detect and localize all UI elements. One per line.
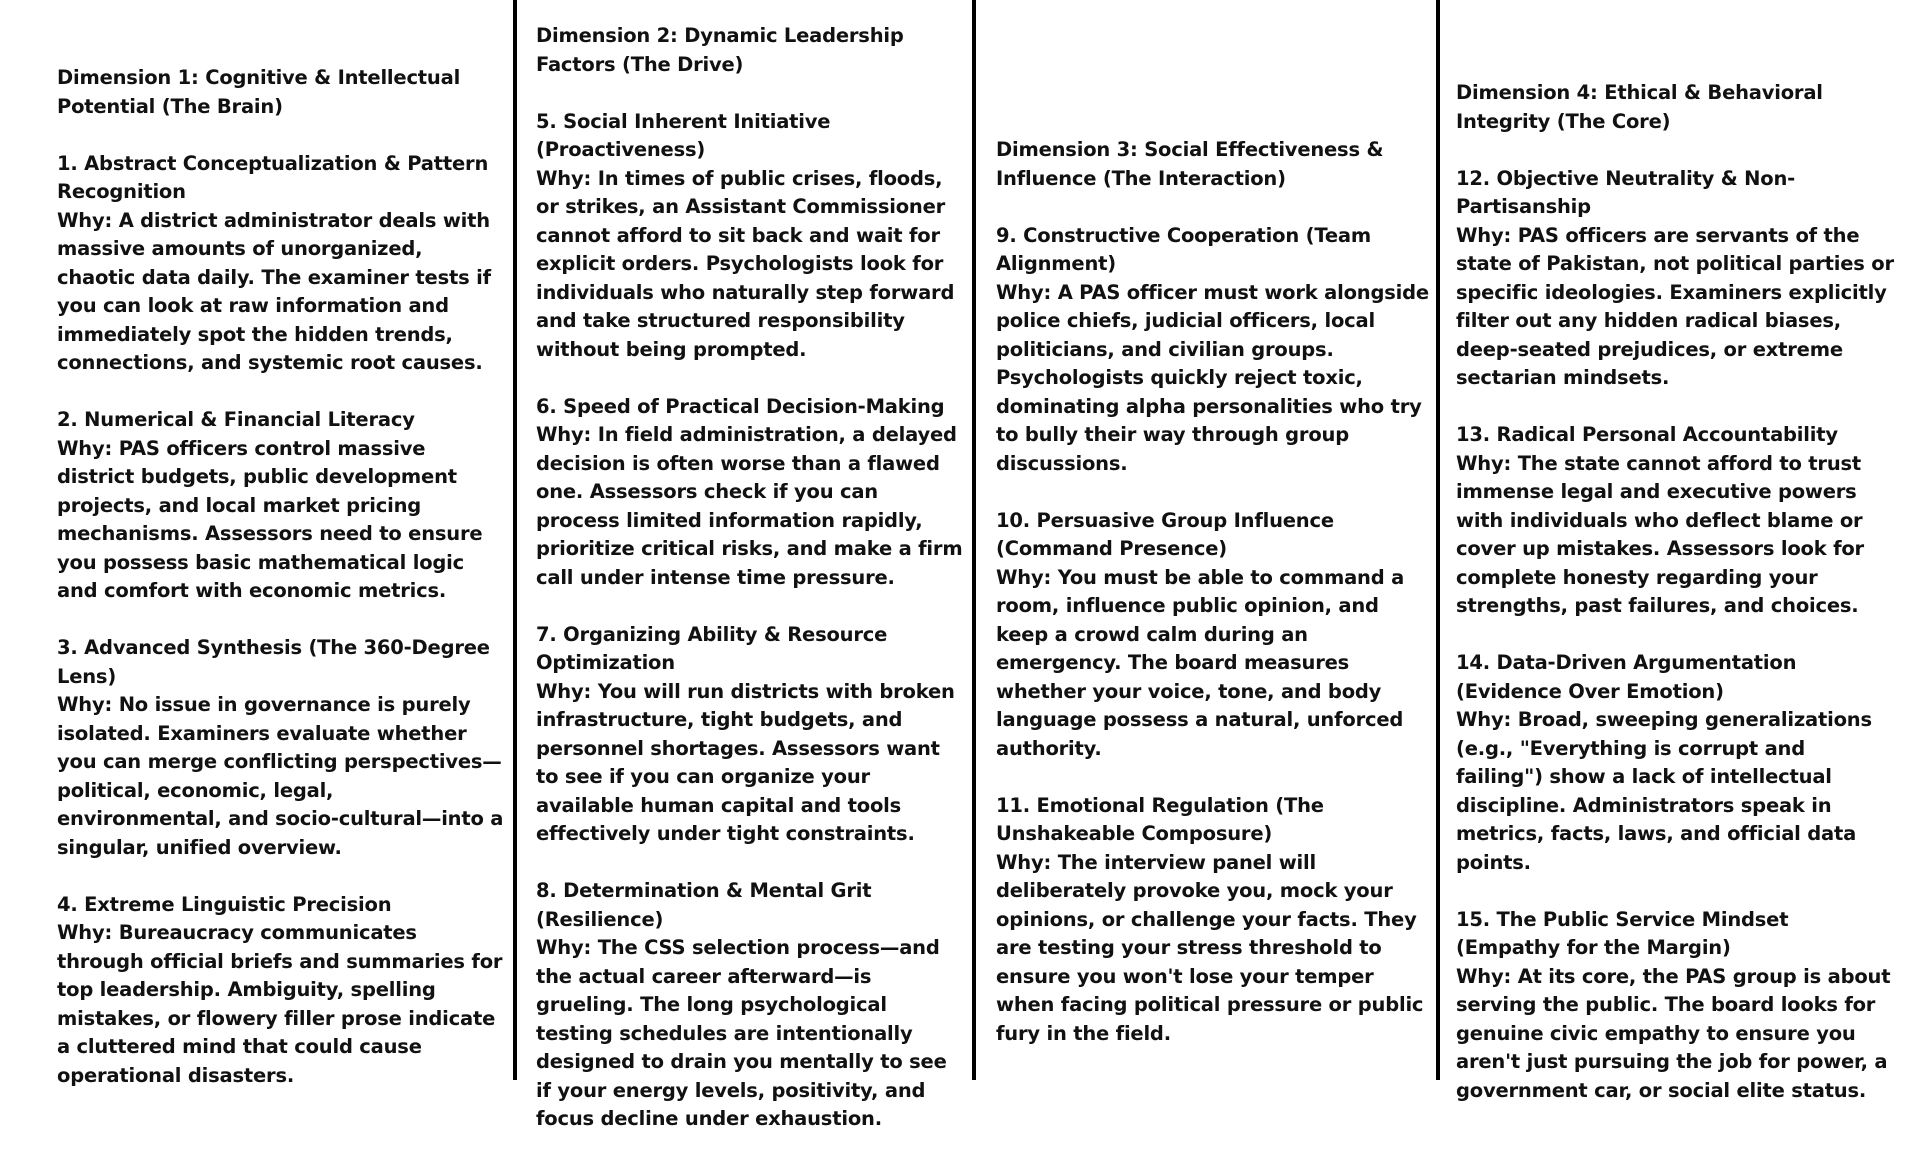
criterion-title: 3. Advanced Synthesis (The 360-Degree Lens) — [57, 636, 490, 688]
criterion-title: 14. Data-Driven Argumentation (Evidence Over Emotion) — [1456, 651, 1797, 703]
criterion-explanation: Why: A district administrator deals with massive amounts of unorganized, chaotic data daily. The examiner tests if you can look at raw information and immediately spot the hidden trends, connections, and systemic root causes. — [57, 208, 491, 374]
criterion-explanation: Why: PAS officers control massive district budgets, public development projects, and local market pricing mechanisms. Assessors need to ensure you possess basic mathematical logic and comfort with economic metrics. — [57, 436, 483, 602]
criterion-title: 8. Determination & Mental Grit (Resilience) — [536, 879, 872, 931]
criterion-explanation: Why: The state cannot afford to trust immense legal and executive powers with individuals who deflect blame or cover up mistakes. Assessors look for complete honesty regarding your strengths, past failures, and choices. — [1456, 451, 1864, 617]
criterion-title: 7. Organizing Ability & Resource Optimization — [536, 622, 888, 674]
column-divider — [513, 0, 517, 1080]
criterion-title: 15. The Public Service Mindset (Empathy for the Margin) — [1456, 907, 1789, 959]
criterion-item — [536, 108, 966, 365]
dimension-heading: Dimension 4: Ethical & Behavioral Integrity (The Core) — [1456, 81, 1823, 133]
criterion-explanation: Why: You will run districts with broken infrastructure, tight budgets, and personnel shortages. Assessors want to see if you can organize your available human capital and tools effectively under tight constraints. — [536, 679, 955, 845]
criterion-explanation: Why: The CSS selection process—and the actual career afterward—is grueling. The long psychological testing schedules are intentionally designed to drain you mentally to see if your energy levels, positivity, and focus decline under exhaustion. — [536, 936, 947, 1130]
criterion-item — [1456, 165, 1896, 393]
dimension-column-2 — [536, 22, 966, 1162]
criterion-explanation: Why: Bureaucracy communicates through official briefs and summaries for top leadership. Ambiguity, spelling mistakes, or flowery filler prose indicate a cluttered mind that could cause operational disasters. — [57, 921, 503, 1087]
criterion-explanation: Why: PAS officers are servants of the state of Pakistan, not political parties or specific ideologies. Examiners explicitly filter out any hidden radical biases, deep-seated prejudices, or extreme sectarian mindsets. — [1456, 223, 1894, 389]
criterion-item — [996, 222, 1430, 479]
criterion-item — [536, 393, 966, 593]
criterion-explanation: Why: The interview panel will deliberately provoke you, mock your opinions, or challenge your facts. They are testing your stress threshold to ensure you won't lose your temper when facing political pressure or public fury in the field. — [996, 850, 1424, 1045]
criterion-item — [1456, 906, 1896, 1106]
criterion-item — [996, 507, 1430, 764]
dimension-column-3 — [996, 136, 1430, 1077]
criterion-explanation: Why: Broad, sweeping generalizations (e.g., "Everything is corrupt and failing") show a lack of intellectual discipline. Administrators speak in metrics, facts, laws, and official data points. — [1456, 708, 1872, 874]
criterion-title: 9. Constructive Cooperation (Team Alignment) — [996, 223, 1371, 275]
criterion-title: 12. Objective Neutrality & Non-Partisanship — [1456, 166, 1796, 218]
criterion-title: 11. Emotional Regulation (The Unshakeable Composure) — [996, 793, 1324, 845]
criterion-item — [536, 621, 966, 849]
criterion-item — [57, 406, 504, 606]
criterion-explanation: Why: You must be able to command a room, influence public opinion, and keep a crowd calm during an emergency. The board measures whether your voice, tone, and body language possess a natural, unforced authority. — [996, 565, 1405, 760]
dimension-heading: Dimension 2: Dynamic Leadership Factors (The Drive) — [536, 24, 904, 76]
dimension-heading: Dimension 3: Social Effectiveness & Influence (The Interaction) — [996, 138, 1384, 190]
criterion-item — [536, 877, 966, 1134]
criterion-explanation: Why: A PAS officer must work alongside police chiefs, judicial officers, local politicians, and civilian groups. Psychologists quickly reject toxic, dominating alpha personalities who try to bully their way through group discussions. — [996, 280, 1429, 475]
criterion-title: 1. Abstract Conceptualization & Pattern Recognition — [57, 151, 489, 203]
criterion-title: 2. Numerical & Financial Literacy — [57, 408, 415, 431]
criterion-title: 4. Extreme Linguistic Precision — [57, 892, 392, 916]
criterion-item — [1456, 421, 1896, 621]
criterion-item — [57, 634, 504, 862]
criterion-item — [1456, 649, 1896, 877]
criterion-item — [57, 891, 504, 1091]
dimension-column-4 — [1456, 79, 1896, 1134]
criterion-title: 5. Social Inherent Initiative (Proactiveness) — [536, 109, 831, 161]
criterion-explanation: Why: In field administration, a delayed decision is often worse than a flawed one. Assessors check if you can process limited information rapidly, prioritize critical risks, and make a firm call under intense time pressure. — [536, 423, 963, 589]
column-divider — [972, 0, 976, 1080]
criterion-title: 13. Radical Personal Accountability — [1456, 423, 1838, 446]
criterion-item — [996, 792, 1430, 1049]
criterion-explanation: Why: No issue in governance is purely isolated. Examiners evaluate whether you can merge conflicting perspectives—political, economic, legal, environmental, and socio-cultural—into a singular, unified overview. — [57, 693, 504, 859]
dimension-heading: Dimension 1: Cognitive & Intellectual Potential (The Brain) — [57, 66, 461, 118]
criterion-explanation: Why: At its core, the PAS group is about serving the public. The board looks for genuine civic empathy to ensure you aren't just pursuing the job for power, a government car, or social elite status. — [1456, 964, 1891, 1102]
criterion-title: 6. Speed of Practical Decision-Making — [536, 394, 945, 418]
criterion-explanation: Why: In times of public crises, floods, or strikes, an Assistant Commissioner cannot afford to sit back and wait for explicit orders. Psychologists look for individuals who naturally step forward and take structured responsibility without being prompted. — [536, 166, 955, 361]
dimension-column-1 — [57, 64, 504, 1119]
criterion-item — [57, 150, 504, 378]
criterion-title: 10. Persuasive Group Influence (Command Presence) — [996, 508, 1334, 560]
column-divider — [1436, 0, 1440, 1080]
